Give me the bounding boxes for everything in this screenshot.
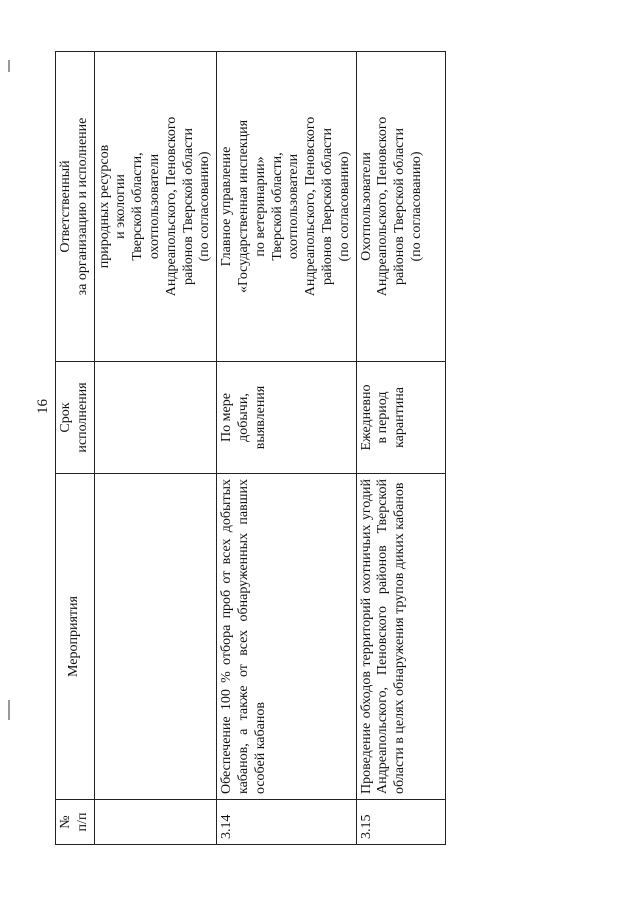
header-responsible: Ответственный за организацию и исполнение	[56, 52, 95, 362]
table-header-row	[56, 52, 95, 845]
table-row	[217, 52, 356, 845]
row-term: Ежедневно в период карантина	[356, 362, 445, 474]
row-responsible: Главное управление «Государственная инспекция по ветеринарии» Тверской области, охотпользователи Андреапольского, Пеновского районов Тверской области (по согласованию)	[217, 52, 356, 362]
row-activity: Обеспечение 100 % отбора проб от всех добытых кабанов, а также от всех обнаруженных павших особей кабанов	[217, 474, 356, 800]
page-number: 16	[35, 399, 51, 414]
activities-table	[55, 51, 446, 845]
table-row	[356, 52, 445, 845]
row-term: По мере добычи, выявления	[217, 362, 356, 474]
row-responsible: Охотпользователи Андреапольского, Пеновского районов Тверской области (по согласованию)	[356, 52, 445, 362]
row-num: 3.14	[217, 800, 356, 845]
header-term: Срок исполнения	[56, 362, 95, 474]
row-num	[94, 800, 217, 845]
scan-edge-mark	[8, 60, 10, 72]
row-num: 3.15	[356, 800, 445, 845]
header-activity: Мероприятия	[56, 474, 95, 800]
row-term	[94, 362, 217, 474]
row-activity	[94, 474, 217, 800]
header-num: № п/п	[56, 800, 95, 845]
row-activity: Проведение обходов территорий охотничьих угодий Андреапольского, Пеновского районов Тверской области в целях обнаружения трупов диких кабанов	[356, 474, 445, 800]
table-row	[94, 52, 217, 845]
scan-edge-mark	[8, 700, 10, 720]
rotated-table-container	[55, 52, 436, 845]
row-responsible: природных ресурсов и экологии Тверской области, охотпользователи Андреапольского, Пеновского районов Тверской области (по согласованию)	[94, 52, 217, 362]
